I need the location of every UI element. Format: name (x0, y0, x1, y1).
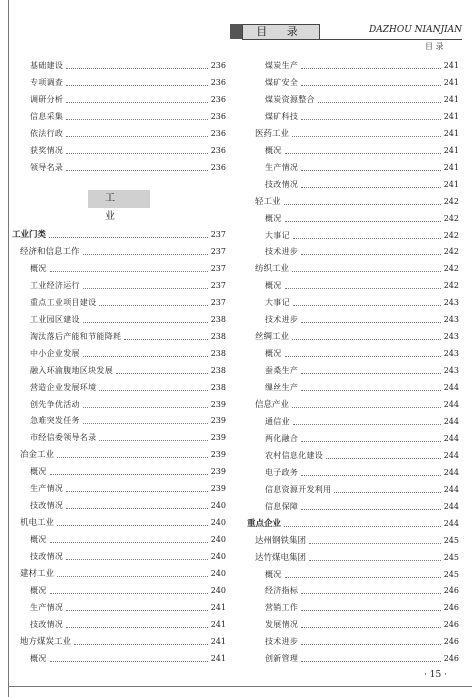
toc-entry[interactable] (255, 126, 459, 142)
toc-entry-page: 246 (443, 637, 459, 647)
toc-entry[interactable] (20, 244, 226, 260)
dot-leader (66, 507, 208, 509)
toc-entry-page: 239 (210, 467, 226, 477)
toc-entry[interactable] (30, 92, 226, 108)
toc-entry-page: 242 (443, 196, 459, 206)
dot-leader (116, 372, 208, 374)
toc-entry[interactable] (20, 447, 226, 463)
toc-entry-page: 241 (210, 636, 226, 646)
section-banner: 工 业 (88, 190, 150, 208)
running-header (230, 24, 462, 40)
toc-entry[interactable] (30, 600, 226, 616)
dot-leader (301, 253, 441, 255)
toc-entry-page: 237 (210, 297, 226, 307)
toc-entry[interactable] (265, 431, 459, 447)
header-title-en: DAZHOU NIANJIAN (369, 25, 462, 35)
toc-entry-label: 轻工业 (255, 196, 281, 207)
dot-leader (301, 660, 441, 662)
page-bottom-rule (8, 686, 472, 687)
dot-leader (99, 389, 207, 391)
toc-entry-page: 241 (443, 128, 459, 138)
toc-entry-label: 纺织工业 (255, 264, 290, 275)
toc-entry-page: 239 (210, 484, 226, 494)
toc-entry-label: 工业经济运行 (30, 280, 80, 290)
toc-entry[interactable] (255, 261, 459, 277)
toc-entry-label: 工业园区建设 (30, 314, 80, 324)
toc-entry-label: 技术进步 (265, 315, 299, 325)
dot-leader (83, 406, 208, 408)
dot-leader (292, 135, 441, 137)
dot-leader (301, 389, 441, 391)
dot-leader (66, 118, 208, 120)
dot-leader (66, 169, 208, 171)
toc-entry-label: 概况 (30, 467, 47, 477)
toc-entry-page: 244 (443, 383, 459, 393)
toc-entry-page: 239 (210, 433, 226, 443)
dot-leader (57, 456, 208, 458)
toc-entry-label: 概况 (265, 281, 282, 291)
toc-entry-page: 236 (210, 61, 226, 70)
toc-entry-label: 大事记 (265, 230, 290, 240)
toc-entry-label: 生产情况 (30, 484, 64, 494)
toc-entry-label: 蚕桑生产 (265, 366, 299, 376)
toc-entry-page: 244 (443, 484, 459, 494)
toc-entry-page: 246 (443, 603, 459, 613)
toc-entry-page: 240 (210, 569, 226, 578)
toc-entry-page: 244 (443, 416, 459, 426)
toc-entry[interactable] (20, 634, 226, 650)
toc-entry-label: 医药工业 (255, 128, 290, 139)
toc-entry-label: 技改情况 (30, 619, 64, 629)
toc-entry[interactable] (30, 532, 226, 548)
toc-entry[interactable] (265, 634, 459, 650)
toc-entry[interactable] (265, 58, 459, 74)
toc-entry-label: 煤矿科技 (265, 111, 299, 121)
dot-leader (66, 135, 208, 137)
toc-entry[interactable] (265, 380, 459, 396)
dot-leader (301, 67, 441, 69)
toc-entry-label: 信息产业 (255, 400, 290, 410)
toc-entry-page: 241 (443, 94, 459, 104)
toc-entry-page: 241 (210, 619, 226, 629)
toc-entry-label: 工业门类 (12, 230, 47, 240)
toc-entry-label: 达竹煤电集团 (255, 552, 307, 563)
toc-entry-page: 236 (210, 162, 226, 172)
toc-entry-label: 技改情况 (265, 179, 299, 189)
dot-leader (50, 660, 208, 662)
toc-entry-page: 242 (443, 247, 459, 257)
toc-entry-page: 243 (443, 298, 459, 308)
toc-entry-label: 概况 (265, 569, 282, 579)
toc-entry-page: 241 (443, 162, 459, 172)
toc-entry[interactable] (265, 448, 459, 464)
toc-entry[interactable] (30, 651, 226, 667)
toc-entry-label: 技改情况 (30, 552, 64, 562)
dot-leader (66, 490, 208, 492)
dot-leader (309, 559, 441, 561)
dot-leader (66, 67, 208, 69)
toc-entry[interactable] (30, 261, 226, 277)
toc-entry[interactable] (20, 566, 226, 582)
toc-entry-label: 大事记 (265, 298, 290, 308)
toc-entry[interactable] (255, 329, 459, 345)
toc-entry[interactable] (265, 414, 459, 430)
toc-entry-page: 238 (210, 348, 226, 358)
toc-entry[interactable] (265, 600, 459, 616)
toc-entry[interactable] (30, 143, 226, 159)
toc-entry-label: 电子政务 (265, 467, 299, 477)
toc-entry-label: 重点企业 (247, 518, 282, 529)
toc-entry[interactable] (265, 363, 459, 379)
toc-entry-label: 融入环渝腹地区块发展 (30, 365, 113, 375)
toc-entry-page: 245 (443, 569, 459, 579)
toc-entry-label: 地方煤炭工业 (20, 636, 72, 647)
dot-leader (66, 152, 208, 154)
page-left-rule (8, 0, 9, 697)
toc-entry[interactable] (30, 109, 226, 125)
dot-leader (301, 609, 441, 611)
toc-entry[interactable] (20, 515, 226, 531)
toc-entry-label: 煤炭资源整合 (265, 94, 315, 104)
dot-leader (285, 220, 441, 222)
toc-entry-page: 241 (443, 61, 459, 70)
dot-leader (285, 576, 441, 578)
dot-leader (318, 101, 441, 103)
toc-entry[interactable] (265, 211, 459, 227)
toc-entry-page: 240 (210, 518, 226, 528)
toc-entry[interactable] (265, 160, 459, 176)
dot-leader (83, 287, 208, 289)
dot-leader (293, 237, 441, 239)
dot-leader (301, 440, 441, 442)
toc-entry-label: 达州钢铁集团 (255, 535, 307, 546)
dot-leader (50, 541, 208, 543)
dot-leader (49, 236, 208, 238)
toc-entry[interactable] (265, 567, 459, 583)
dot-leader (66, 101, 208, 103)
toc-entry-page: 240 (210, 501, 226, 511)
dot-leader (284, 203, 441, 205)
toc-entry-page: 241 (443, 145, 459, 155)
toc-entry-page: 236 (210, 94, 226, 104)
toc-entry-page: 246 (443, 620, 459, 630)
toc-entry[interactable] (30, 329, 226, 345)
dot-leader (83, 253, 208, 255)
toc-entry-page: 240 (210, 585, 226, 595)
toc-entry-label: 急难突发任务 (30, 416, 80, 426)
toc-entry[interactable] (30, 58, 226, 74)
dot-leader (309, 542, 441, 544)
toc-entry-page: 236 (210, 145, 226, 155)
toc-entry[interactable] (265, 92, 459, 108)
toc-entry-label: 概况 (30, 585, 47, 595)
toc-entry[interactable] (30, 464, 226, 480)
toc-entry[interactable] (30, 397, 226, 413)
dot-leader (66, 609, 208, 611)
toc-entry-label: 调研分析 (30, 94, 64, 104)
toc-entry-page: 238 (210, 382, 226, 392)
toc-entry-label: 营销工作 (265, 603, 299, 613)
dot-leader (74, 643, 208, 645)
dot-leader (301, 118, 441, 120)
toc-entry-label: 依法行政 (30, 128, 64, 138)
toc-entry[interactable] (265, 312, 459, 328)
dot-leader (301, 643, 441, 645)
toc-entry[interactable] (255, 397, 459, 413)
toc-entry-page: 245 (443, 552, 459, 562)
toc-entry-label: 通信业 (265, 416, 290, 426)
toc-entry-page: 237 (210, 230, 226, 239)
toc-entry-page: 239 (210, 416, 226, 426)
dot-leader (301, 474, 441, 476)
toc-entry[interactable] (30, 126, 226, 142)
toc-entry-page: 236 (210, 77, 226, 87)
toc-entry-page: 243 (443, 366, 459, 376)
toc-entry-page: 245 (443, 535, 459, 545)
toc-entry-page: 242 (443, 281, 459, 291)
toc-entry-page: 243 (443, 315, 459, 325)
toc-entry-page: 236 (210, 111, 226, 121)
toc-entry-label: 煤炭生产 (265, 61, 299, 70)
toc-entry-label: 煤矿安全 (265, 77, 299, 87)
dot-leader (285, 355, 441, 357)
toc-entry-page: 242 (443, 213, 459, 223)
header-title: 目 录 (242, 24, 320, 40)
toc-entry-page: 240 (210, 535, 226, 545)
dot-leader (83, 422, 208, 424)
dot-leader (50, 270, 208, 272)
toc-entry[interactable] (265, 278, 459, 294)
toc-entry-label: 两化融合 (265, 433, 299, 443)
dot-leader (334, 491, 440, 493)
toc-entry[interactable] (30, 617, 226, 633)
toc-entry[interactable] (30, 481, 226, 497)
toc-entry-page: 241 (443, 111, 459, 121)
toc-entry[interactable] (30, 160, 226, 176)
toc-entry-page: 244 (443, 400, 459, 409)
toc-entry[interactable] (265, 177, 459, 193)
toc-entry-label: 概况 (265, 349, 282, 359)
toc-entry-page: 243 (443, 332, 459, 342)
toc-entry-page: 241 (443, 179, 459, 189)
page-number: · 15 · (424, 670, 447, 680)
toc-entry-label: 信息资源开发利用 (265, 484, 332, 494)
toc-entry-label: 技术进步 (265, 637, 299, 647)
toc-entry-page: 244 (443, 518, 459, 528)
dot-leader (326, 457, 441, 459)
toc-entry-page: 244 (443, 467, 459, 477)
toc-entry[interactable] (265, 499, 459, 515)
toc-entry[interactable] (265, 143, 459, 159)
dot-leader (292, 270, 441, 272)
toc-entry[interactable] (30, 75, 226, 91)
toc-entry-page: 239 (210, 399, 226, 409)
dot-leader (301, 321, 441, 323)
toc-entry-label: 淘汰落后产能和节能降耗 (30, 331, 122, 341)
toc-entry-page: 246 (443, 586, 459, 596)
toc-entry-page: 240 (210, 552, 226, 562)
toc-entry[interactable] (30, 312, 226, 328)
toc-entry-label: 概况 (30, 535, 47, 545)
dot-leader (301, 84, 441, 86)
toc-entry-label: 缫丝生产 (265, 383, 299, 393)
toc-entry-label: 领导名录 (30, 162, 64, 172)
dot-leader (301, 508, 441, 510)
toc-entry-label: 创先争优活动 (30, 399, 80, 409)
header-sub-label: 目 录 (425, 42, 444, 51)
toc-entry-label: 概况 (265, 145, 282, 155)
toc-entry-label: 概况 (30, 263, 47, 273)
toc-entry-label: 信息保障 (265, 501, 299, 511)
dot-leader (293, 304, 441, 306)
toc-entry[interactable] (265, 244, 459, 260)
toc-entry-label: 技改情况 (30, 501, 64, 511)
toc-entry-page: 243 (443, 349, 459, 359)
toc-entry-label: 市经信委领导名录 (30, 433, 97, 443)
toc-entry[interactable] (12, 227, 226, 243)
toc-entry-page: 244 (443, 433, 459, 443)
toc-entry-page: 242 (443, 230, 459, 240)
toc-entry-page: 237 (210, 263, 226, 273)
toc-entry[interactable] (30, 549, 226, 565)
toc-entry-label: 生产情况 (265, 162, 299, 172)
toc-entry-label: 建材工业 (20, 569, 55, 579)
toc-entry-label: 机电工业 (20, 518, 55, 529)
toc-entry[interactable] (30, 346, 226, 362)
toc-entry[interactable] (30, 430, 226, 446)
toc-entry-page: 239 (210, 450, 226, 460)
toc-entry-label: 农村信息化建设 (265, 450, 324, 460)
toc-entry-label: 营造企业发展环境 (30, 382, 97, 392)
toc-entry-label: 重点工业项目建设 (30, 297, 97, 307)
toc-entry-page: 238 (210, 365, 226, 375)
dot-leader (293, 423, 441, 425)
toc-entry[interactable] (265, 482, 459, 498)
toc-entry-label: 专项调查 (30, 77, 64, 87)
toc-entry[interactable] (265, 651, 459, 667)
dot-leader (66, 558, 208, 560)
dot-leader (50, 473, 208, 475)
toc-entry-label: 生产情况 (30, 602, 64, 612)
toc-entry[interactable] (265, 583, 459, 599)
toc-entry[interactable] (265, 295, 459, 311)
dot-leader (284, 525, 441, 527)
dot-leader (50, 592, 208, 594)
toc-entry-label: 概况 (265, 213, 282, 223)
toc-entry[interactable] (30, 380, 226, 396)
toc-entry[interactable] (255, 194, 459, 210)
toc-entry[interactable] (265, 109, 459, 125)
dot-leader (57, 524, 208, 526)
toc-entry-label: 中小企业发展 (30, 348, 80, 358)
toc-entry-page: 246 (443, 654, 459, 664)
toc-entry[interactable] (30, 583, 226, 599)
toc-entry-label: 信息采集 (30, 111, 64, 121)
toc-entry-label: 经济指标 (265, 586, 299, 596)
toc-entry[interactable] (265, 228, 459, 244)
toc-entry-page: 241 (210, 602, 226, 612)
toc-entry-page: 236 (210, 128, 226, 138)
toc-entry[interactable] (265, 75, 459, 91)
dot-leader (292, 406, 441, 408)
toc-entry-label: 发展情况 (265, 620, 299, 630)
dot-leader (66, 84, 208, 86)
toc-entry-page: 244 (443, 501, 459, 511)
toc-entry-page: 237 (210, 280, 226, 290)
toc-entry[interactable] (30, 413, 226, 429)
dot-leader (285, 152, 441, 154)
dot-leader (124, 338, 207, 340)
toc-entry-page: 244 (443, 450, 459, 460)
dot-leader (83, 355, 208, 357)
toc-entry[interactable] (265, 346, 459, 362)
toc-entry-label: 经济和信息工作 (20, 246, 80, 257)
toc-entry-label: 获奖情况 (30, 145, 64, 155)
toc-entry[interactable] (30, 295, 226, 311)
toc-entry[interactable] (255, 533, 459, 549)
toc-entry-page: 238 (210, 331, 226, 341)
toc-entry-label: 丝绸工业 (255, 332, 290, 343)
dot-leader (292, 338, 441, 340)
toc-entry-page: 238 (210, 314, 226, 324)
dot-leader (83, 321, 208, 323)
toc-entry[interactable] (30, 278, 226, 294)
toc-entry-page: 237 (210, 246, 226, 256)
dot-leader (57, 575, 208, 577)
toc-entry[interactable] (255, 550, 459, 566)
dot-leader (301, 372, 441, 374)
dot-leader (285, 287, 441, 289)
toc-entry[interactable] (265, 617, 459, 633)
toc-entry[interactable] (30, 363, 226, 379)
toc-entry[interactable] (247, 516, 459, 532)
toc-entry-page: 241 (443, 77, 459, 87)
dot-leader (301, 169, 441, 171)
dot-leader (99, 304, 207, 306)
toc-entry-label: 概况 (30, 653, 47, 663)
toc-entry-label: 技术进步 (265, 247, 299, 257)
toc-entry-label: 冶金工业 (20, 450, 55, 461)
dot-leader (99, 439, 207, 441)
header-bar-block (230, 24, 242, 39)
toc-entry[interactable] (30, 498, 226, 514)
toc-entry-label: 创新管理 (265, 654, 299, 664)
dot-leader (66, 626, 208, 628)
toc-entry[interactable] (265, 465, 459, 481)
toc-entry-label: 基础建设 (30, 61, 64, 70)
dot-leader (301, 626, 441, 628)
dot-leader (301, 186, 441, 188)
toc-entry-page: 242 (443, 264, 459, 274)
toc-entry-page: 241 (210, 653, 226, 663)
header-rule (242, 39, 462, 40)
dot-leader (301, 592, 441, 594)
